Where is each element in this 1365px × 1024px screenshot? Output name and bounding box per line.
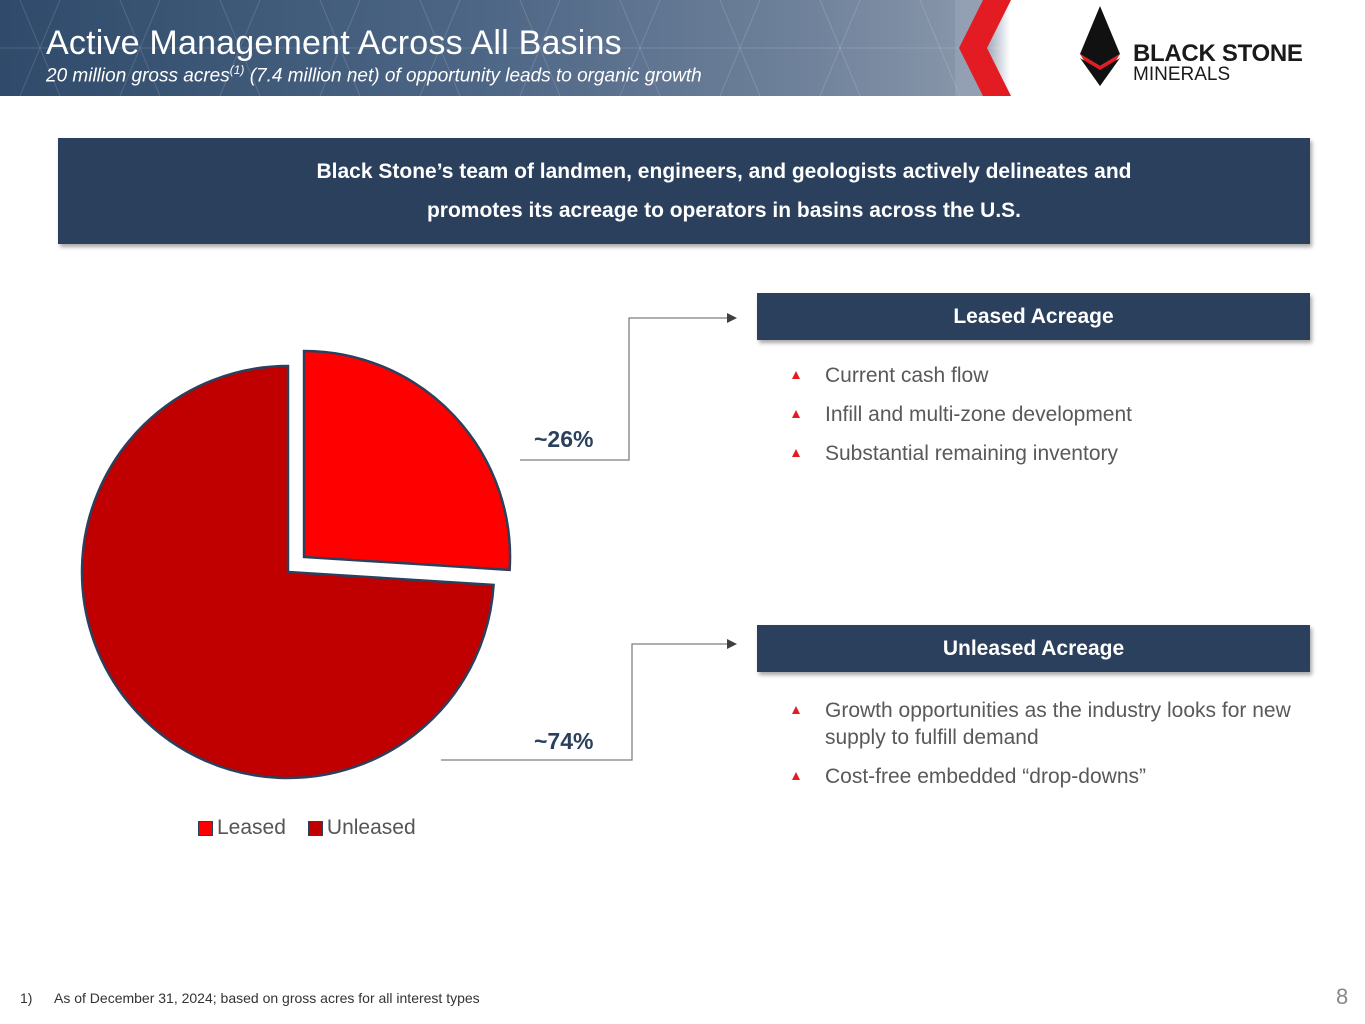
red-triangle-bullet-icon xyxy=(792,772,800,780)
red-triangle-bullet-icon xyxy=(792,371,800,379)
legend-swatch-leased xyxy=(198,821,213,836)
leased-arrowhead xyxy=(727,313,737,323)
red-chevron-icon xyxy=(955,0,1015,96)
page-number: 8 xyxy=(1336,984,1349,1009)
list-item xyxy=(790,763,1300,790)
legend-item-leased xyxy=(198,816,286,840)
subtitle-rest: (7.4 million net) of opportunity leads to organic growth xyxy=(244,65,702,87)
footnote xyxy=(20,990,480,1006)
leased-bullet-list xyxy=(790,362,1132,479)
legend-label-leased: Leased xyxy=(217,816,286,839)
pie-slice-leased xyxy=(304,351,510,570)
leased-data-label: ~26% xyxy=(534,426,594,452)
banner-line2: promotes its acreage to operators in basins across the U.S. xyxy=(426,199,1022,222)
red-triangle-bullet-icon xyxy=(792,706,800,714)
header-bar xyxy=(0,0,1365,96)
banner-line1: Black Stone’s team of landmen, engineers, and geologists actively delineates and xyxy=(316,160,1132,183)
red-triangle-bullet-icon xyxy=(792,449,800,457)
footnote-text: As of December 31, 2024; based on gross acres for all interest types xyxy=(54,990,480,1006)
logo-text-line2: MINERALS xyxy=(1133,64,1231,85)
legend-item-unleased xyxy=(308,816,416,840)
list-item xyxy=(790,697,1300,751)
unleased-arrowhead xyxy=(727,639,737,649)
summary-banner xyxy=(58,138,1310,244)
logo-text-line1: BLACK STONE xyxy=(1133,40,1303,67)
unleased-acreage-header: Unleased Acreage xyxy=(757,625,1310,672)
page-title: Active Management Across All Basins xyxy=(46,24,622,62)
subtitle-main: 20 million gross acres xyxy=(46,65,230,87)
list-item xyxy=(790,401,1132,428)
red-triangle-bullet-icon xyxy=(792,410,800,418)
legend-swatch-unleased xyxy=(308,821,323,836)
bullet-text: Growth opportunities as the industry looks for new supply to fulfill demand xyxy=(825,699,1291,749)
leased-acreage-header: Leased Acreage xyxy=(757,293,1310,340)
subtitle-footnote-ref: (1) xyxy=(229,63,245,77)
acreage-pie-chart xyxy=(0,260,760,880)
bullet-text: Substantial remaining inventory xyxy=(825,442,1118,465)
unleased-data-label: ~74% xyxy=(534,728,594,754)
unleased-bullet-list xyxy=(790,697,1300,802)
list-item xyxy=(790,440,1132,467)
bullet-text: Infill and multi-zone development xyxy=(825,403,1133,426)
list-item xyxy=(790,362,1132,389)
pie-slices xyxy=(82,351,510,778)
chart-legend xyxy=(198,816,416,840)
black-diamond-logo-icon xyxy=(1080,6,1120,86)
legend-label-unleased: Unleased xyxy=(326,816,416,839)
bullet-text: Cost-free embedded “drop-downs” xyxy=(825,765,1146,788)
page-subtitle xyxy=(46,63,702,87)
bullet-text: Current cash flow xyxy=(825,364,989,387)
footnote-number: 1) xyxy=(20,990,33,1006)
